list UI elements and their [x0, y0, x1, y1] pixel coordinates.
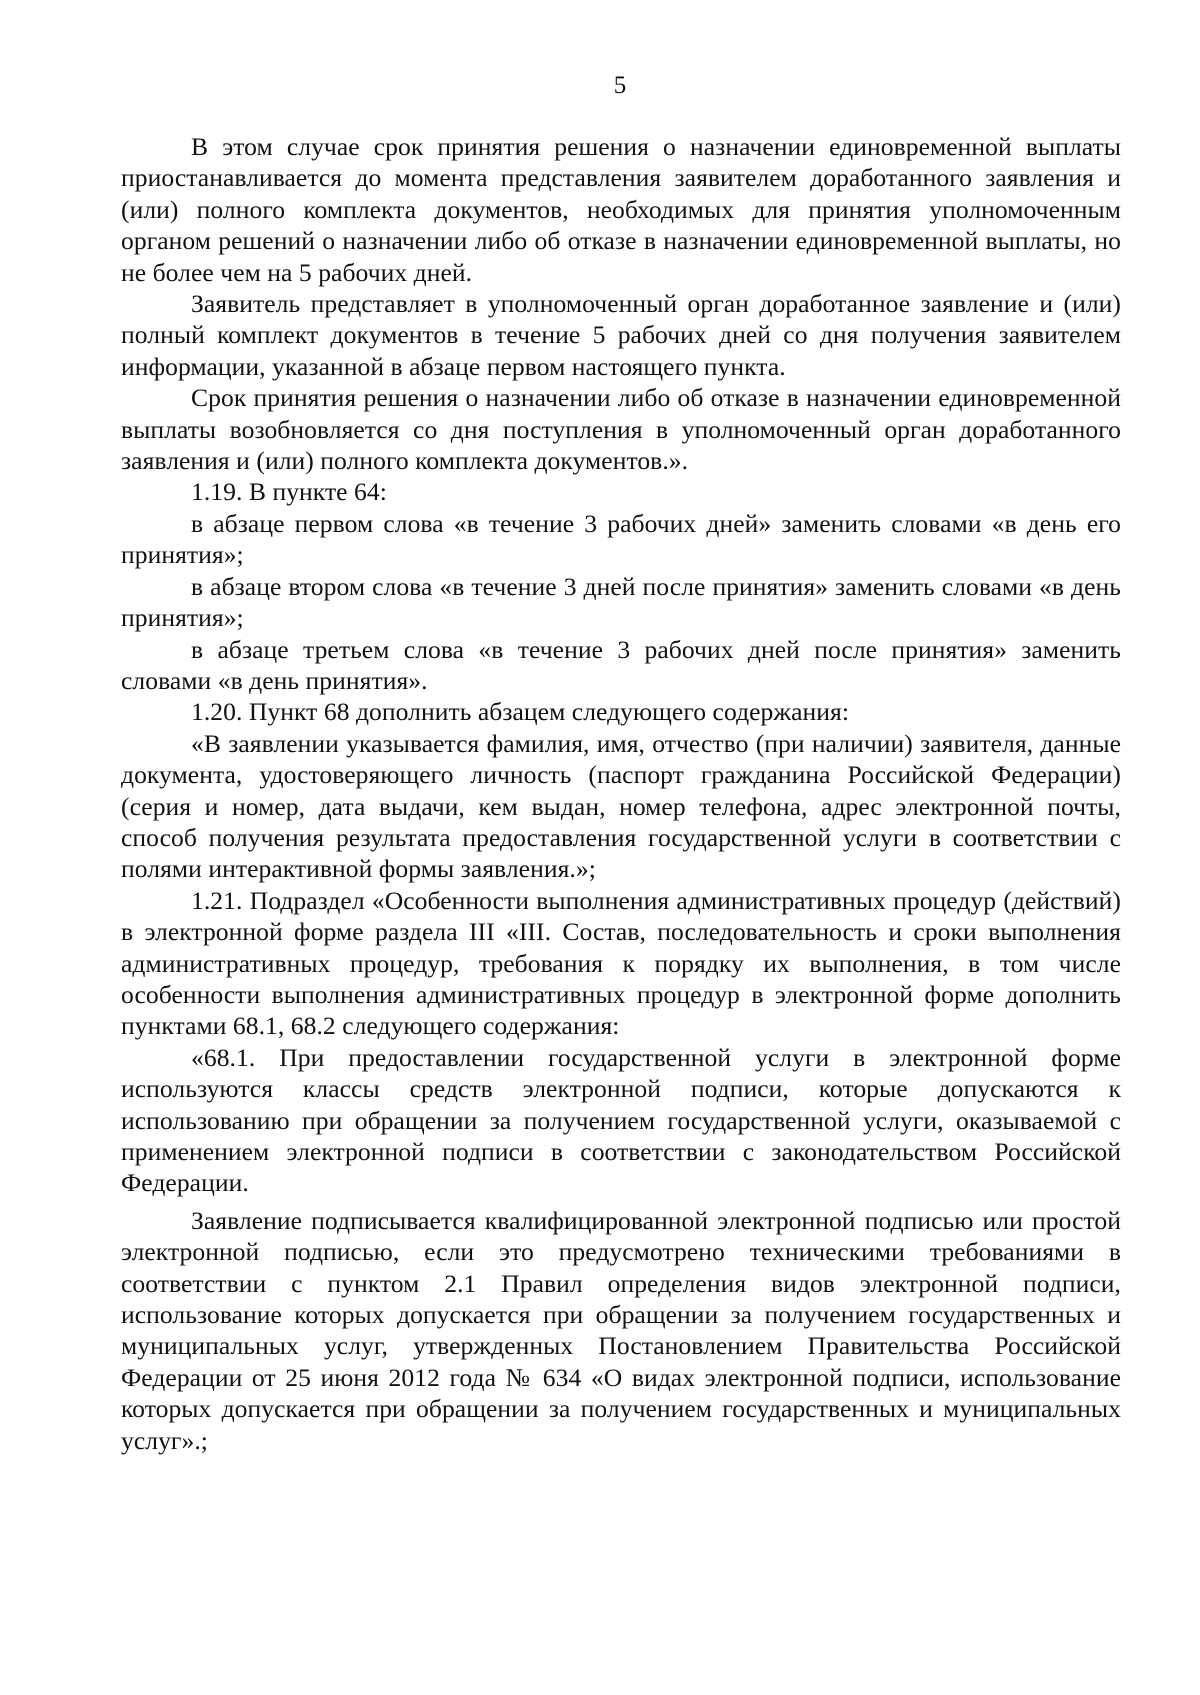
paragraph-item-1-21: 1.21. Подраздел «Особенности выполнения административных процедур (действий) в электронной форме раздела III «III. Состав, последовательность и сроки выполнения административных процедур, требования к порядку их выполнения, в том числе особенности выполнения административных процедур в электронной форме дополнить пунктами 68.1, 68.2 следующего содержания: [121, 885, 1121, 1041]
page-number: 5 [613, 72, 627, 99]
paragraph-second-abzac: в абзаце втором слова «в течение 3 дней после принятия» заменить словами «в день принятия»; [121, 571, 1121, 633]
paragraph-applicant-submits: Заявитель представляет в уполномоченный орган доработанное заявление и (или) полный комплект документов в течение 5 рабочих дней со дня получения заявителем информации, указанной в абзаце первом настоящего пункта. [121, 289, 1121, 381]
paragraph-item-68-1: «68.1. При предоставлении государственной услуги в электронной форме используются классы средств электронной подписи, которые допускаются к использованию при обращении за получением государственной услуги, оказываемой с применением электронной подписи в соответствии с законодательством Российской Федерации. [121, 1042, 1121, 1198]
paragraph-item-1-19: 1.19. В пункте 64: [191, 477, 387, 507]
paragraph-first-abzac: в абзаце первом слова «в течение 3 рабочих дней» заменить словами «в день его принятия»; [121, 508, 1121, 570]
paragraph-signature-rules: Заявление подписывается квалифицированной электронной подписью или простой электронной подписью, если это предусмотрено техническими требованиями в соответствии с пунктом 2.1 Правил определения видов электронной подписи, использование которых допускается при обращении за получением государственных и муниципальных услуг, утвержденных Постановлением Правительства Российской Федерации от 25 июня 2012 года № 634 «О видах электронной подписи, использование которых допускается при обращении за получением государственных и муниципальных услуг».; [121, 1205, 1121, 1455]
paragraph-item-1-20: 1.20. Пункт 68 дополнить абзацем следующего содержания: [191, 697, 850, 727]
paragraph-suspension-term: В этом случае срок принятия решения о назначении единовременной выплаты приостанавливается до момента представления заявителем доработанного заявления и (или) полного комплекта документов, необходимых для принятия уполномоченным органом решений о назначении либо об отказе в назначении единовременной выплаты, но не более чем на 5 рабочих дней. [121, 132, 1121, 287]
paragraph-term-resumes: Срок принятия решения о назначении либо об отказе в назначении единовременной выплаты возобновляется со дня поступления в уполномоченный орган доработанного заявления и (или) полного комплекта документов.». [121, 383, 1121, 476]
document-body [121, 131, 1121, 1456]
paragraph-application-fields: «В заявлении указывается фамилия, имя, отчество (при наличии) заявителя, данные документа, удостоверяющего личность (паспорт гражданина Российской Федерации) (серия и номер, дата выдачи, кем выдан, номер телефона, адрес электронной почты, способ получения результата предоставления государственной услуги в соответствии с полями интерактивной формы заявления.»; [121, 728, 1121, 884]
paragraph-third-abzac: в абзаце третьем слова «в течение 3 рабочих дней после принятия» заменить словами «в день принятия». [121, 634, 1121, 695]
